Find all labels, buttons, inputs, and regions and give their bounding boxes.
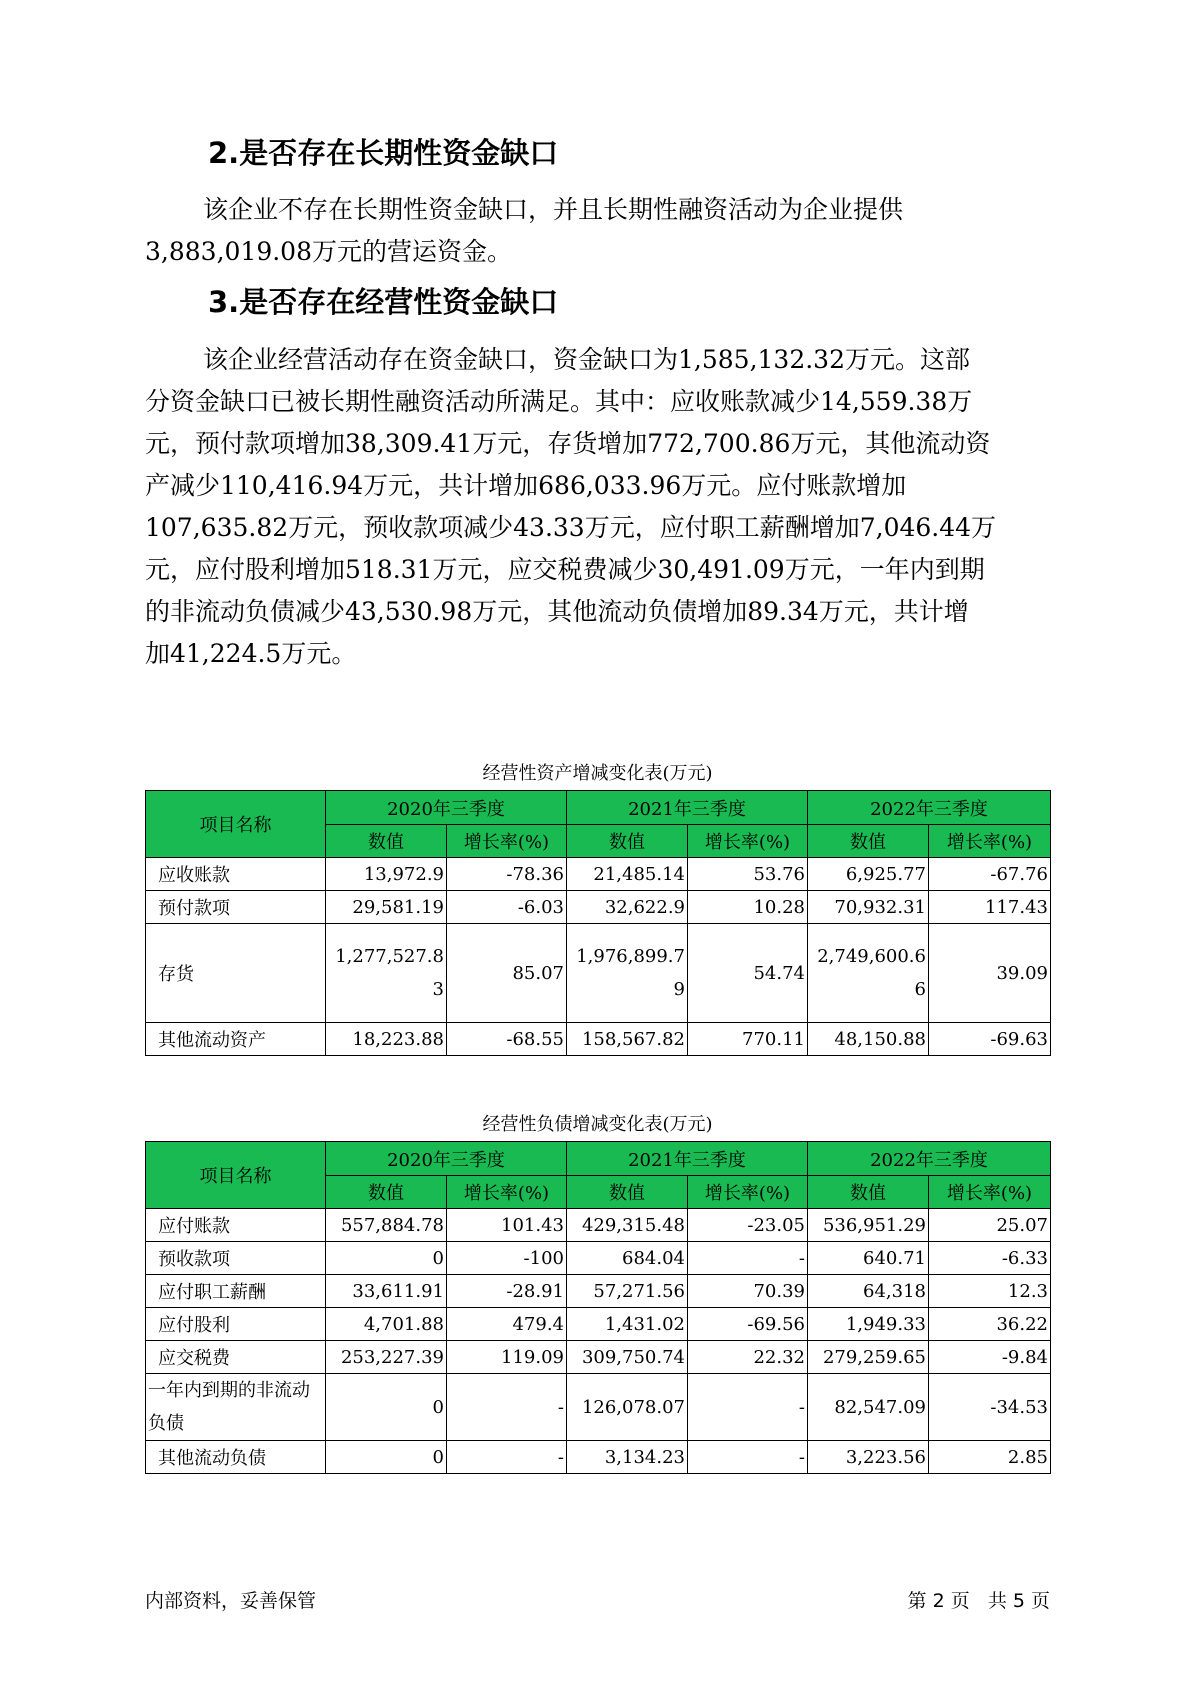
value-header: 数值 (326, 1176, 447, 1209)
growth-header: 增长率(%) (447, 1176, 567, 1209)
cell: 536,951.29 (808, 1209, 929, 1242)
item-name-header: 项目名称 (146, 791, 326, 858)
total-pages-label: 共 5 页 (987, 1590, 1050, 1612)
row-name: 其他流动资产 (146, 1023, 326, 1056)
operating-assets-table (145, 790, 1051, 1056)
period-header: 2022年三季度 (808, 791, 1051, 825)
cell: 1,976,899.79 (567, 924, 688, 1023)
cell: -6.03 (447, 891, 567, 924)
section-3-heading: 3.是否存在经营性资金缺口 (208, 285, 559, 319)
period-header: 2021年三季度 (567, 1142, 808, 1176)
row-name: 应付账款 (146, 1209, 326, 1242)
table-row (146, 1209, 1051, 1242)
cell: 57,271.56 (567, 1275, 688, 1308)
row-name: 应收账款 (146, 858, 326, 891)
cell: 53.76 (688, 858, 808, 891)
paragraph-line: 产减少110,416.94万元，共计增加686,033.96万元。应付账款增加 (145, 471, 907, 500)
cell: - (688, 1242, 808, 1275)
section-2-paragraph (145, 189, 1050, 273)
cell: 119.09 (447, 1341, 567, 1374)
cell: 64,318 (808, 1275, 929, 1308)
period-header: 2020年三季度 (326, 1142, 567, 1176)
cell: 13,972.9 (326, 858, 447, 891)
cell: 101.43 (447, 1209, 567, 1242)
table-row (146, 858, 1051, 891)
cell: -23.05 (688, 1209, 808, 1242)
cell: -100 (447, 1242, 567, 1275)
growth-header: 增长率(%) (688, 825, 808, 858)
cell: 33,611.91 (326, 1275, 447, 1308)
value-header: 数值 (326, 825, 447, 858)
row-name: 预付款项 (146, 891, 326, 924)
item-name-header: 项目名称 (146, 1142, 326, 1209)
cell: -69.56 (688, 1308, 808, 1341)
value-header: 数值 (567, 1176, 688, 1209)
table-row (146, 1341, 1051, 1374)
row-name: 应交税费 (146, 1341, 326, 1374)
cell: - (688, 1374, 808, 1441)
paragraph-line: 3,883,019.08万元的营运资金。 (145, 237, 512, 266)
cell: 48,150.88 (808, 1023, 929, 1056)
cell: 158,567.82 (567, 1023, 688, 1056)
cell: 10.28 (688, 891, 808, 924)
section-2-heading: 2.是否存在长期性资金缺口 (208, 136, 559, 170)
row-name: 应付职工薪酬 (146, 1275, 326, 1308)
cell: 3,223.56 (808, 1441, 929, 1474)
paragraph-line: 分资金缺口已被长期性融资活动所满足。其中：应收账款减少14,559.38万 (145, 387, 973, 416)
cell: 22.32 (688, 1341, 808, 1374)
cell: 39.09 (929, 924, 1051, 1023)
page-number (850, 1586, 1050, 1613)
cell: 0 (326, 1242, 447, 1275)
cell: 0 (326, 1441, 447, 1474)
growth-header: 增长率(%) (929, 825, 1051, 858)
cell: 54.74 (688, 924, 808, 1023)
paragraph-line: 该企业不存在长期性资金缺口，并且长期性融资活动为企业提供 (203, 195, 904, 224)
growth-header: 增长率(%) (688, 1176, 808, 1209)
row-name: 应付股利 (146, 1308, 326, 1341)
table-row (146, 1374, 1051, 1441)
cell: 4,701.88 (326, 1308, 447, 1341)
cell: 70,932.31 (808, 891, 929, 924)
cell: - (447, 1374, 567, 1441)
cell: 18,223.88 (326, 1023, 447, 1056)
cell: 117.43 (929, 891, 1051, 924)
cell: 25.07 (929, 1209, 1051, 1242)
cell: 279,259.65 (808, 1341, 929, 1374)
cell: 640.71 (808, 1242, 929, 1275)
paragraph-line: 加41,224.5万元。 (145, 639, 357, 668)
section-3-paragraph (145, 339, 1050, 675)
cell: -69.63 (929, 1023, 1051, 1056)
cell: 3,134.23 (567, 1441, 688, 1474)
cell: -34.53 (929, 1374, 1051, 1441)
cell: 70.39 (688, 1275, 808, 1308)
cell: 2,749,600.66 (808, 924, 929, 1023)
cell: -68.55 (447, 1023, 567, 1056)
cell: 429,315.48 (567, 1209, 688, 1242)
cell: 85.07 (447, 924, 567, 1023)
cell: 770.11 (688, 1023, 808, 1056)
cell: -9.84 (929, 1341, 1051, 1374)
liabilities-table-caption: 经营性负债增减变化表(万元) (482, 1114, 713, 1135)
cell: 479.4 (447, 1308, 567, 1341)
assets-table-caption: 经营性资产增减变化表(万元) (482, 763, 713, 784)
table-row (146, 1441, 1051, 1474)
operating-liabilities-table (145, 1141, 1051, 1474)
cell: 684.04 (567, 1242, 688, 1275)
cell: -28.91 (447, 1275, 567, 1308)
cell: 32,622.9 (567, 891, 688, 924)
row-name: 一年内到期的非流动负债 (146, 1374, 326, 1441)
cell: -6.33 (929, 1242, 1051, 1275)
cell: 1,431.02 (567, 1308, 688, 1341)
table-row (146, 1275, 1051, 1308)
cell: 1,277,527.83 (326, 924, 447, 1023)
cell: 557,884.78 (326, 1209, 447, 1242)
cell: -67.76 (929, 858, 1051, 891)
table-row (146, 1242, 1051, 1275)
value-header: 数值 (808, 1176, 929, 1209)
table-row (146, 924, 1051, 1023)
paragraph-line: 元，应付股利增加518.31万元，应交税费减少30,491.09万元，一年内到期 (145, 555, 985, 584)
cell: - (447, 1441, 567, 1474)
table-row (146, 891, 1051, 924)
cell: 253,227.39 (326, 1341, 447, 1374)
table-row (146, 1308, 1051, 1341)
cell: 126,078.07 (567, 1374, 688, 1441)
cell: 12.3 (929, 1275, 1051, 1308)
cell: 29,581.19 (326, 891, 447, 924)
row-name: 预收款项 (146, 1242, 326, 1275)
value-header: 数值 (567, 825, 688, 858)
cell: 21,485.14 (567, 858, 688, 891)
value-header: 数值 (808, 825, 929, 858)
cell: 0 (326, 1374, 447, 1441)
row-name: 存货 (146, 924, 326, 1023)
cell: -78.36 (447, 858, 567, 891)
paragraph-line: 107,635.82万元，预收款项减少43.33万元，应付职工薪酬增加7,046.44万 (145, 513, 997, 542)
cell: 6,925.77 (808, 858, 929, 891)
footer-confidential-note: 内部资料，妥善保管 (145, 1590, 317, 1612)
cell: 1,949.33 (808, 1308, 929, 1341)
period-header: 2021年三季度 (567, 791, 808, 825)
current-page-label: 第 2 页 (907, 1590, 970, 1612)
paragraph-line: 该企业经营活动存在资金缺口，资金缺口为1,585,132.32万元。这部 (203, 345, 970, 374)
growth-header: 增长率(%) (929, 1176, 1051, 1209)
cell: 36.22 (929, 1308, 1051, 1341)
table-row (146, 1023, 1051, 1056)
cell: 2.85 (929, 1441, 1051, 1474)
growth-header: 增长率(%) (447, 825, 567, 858)
cell: 82,547.09 (808, 1374, 929, 1441)
cell: 309,750.74 (567, 1341, 688, 1374)
period-header: 2020年三季度 (326, 791, 567, 825)
period-header: 2022年三季度 (808, 1142, 1051, 1176)
paragraph-line: 元，预付款项增加38,309.41万元，存货增加772,700.86万元，其他流动资 (145, 429, 991, 458)
cell: - (688, 1441, 808, 1474)
paragraph-line: 的非流动负债减少43,530.98万元，其他流动负债增加89.34万元，共计增 (145, 597, 969, 626)
row-name: 其他流动负债 (146, 1441, 326, 1474)
